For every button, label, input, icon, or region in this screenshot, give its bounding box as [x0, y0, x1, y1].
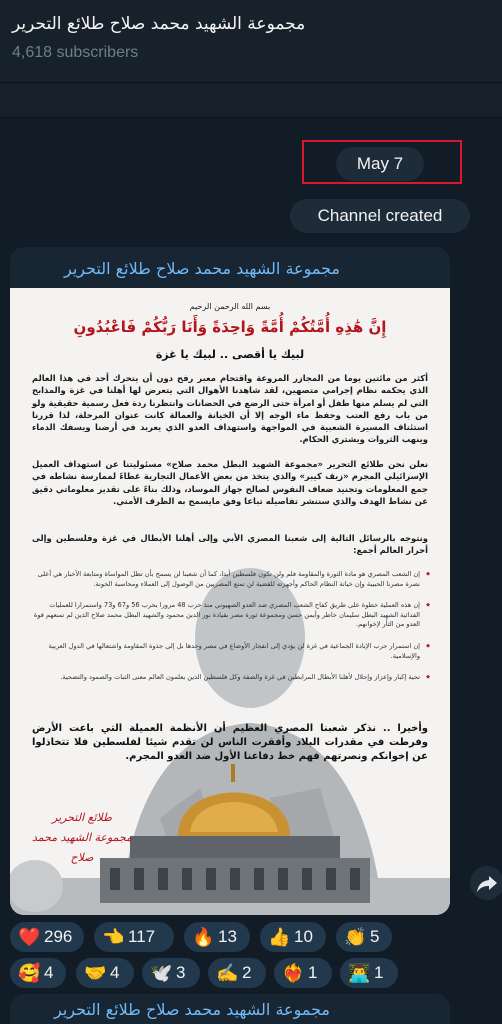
reaction-handshake[interactable]: 🤝 4 [76, 958, 134, 988]
reaction-red-heart[interactable]: ❤️ 296 [10, 922, 84, 952]
post-image[interactable] [10, 288, 450, 915]
reaction-thumbs-up[interactable]: 👍 10 [260, 922, 326, 952]
smiling-face-hearts-icon: 🥰 [18, 963, 41, 983]
channel-title[interactable]: مجموعة الشهيد محمد صلاح طلائع التحرير [12, 14, 306, 34]
reaction-dove[interactable]: 🕊️ 3 [142, 958, 200, 988]
header-strip [0, 82, 502, 118]
man-technologist-icon: 👨‍💻 [348, 963, 371, 983]
channel-header[interactable] [0, 0, 502, 82]
fire-icon: 🔥 [192, 927, 215, 947]
poster-verse: إِنَّ هَٰذِهِ أُمَّتُكُمْ أُمَّةً وَاحِدَةً وَأَنَا رَبُّكُمْ فَاعْبُدُونِ [73, 318, 387, 336]
service-message: Channel created [290, 199, 470, 233]
channel-post[interactable] [10, 247, 450, 915]
poster-basmala: بسم الله الرحمن الرحيم [189, 302, 271, 311]
poster-bullet: ◆ تحية إكبار وإعزاز وإجلال لأهلنا الأبطال المرابطين في غزة والضفة وكل فلسطين الذين يعلمون العالم معنى الثبات والصمود والتضحية. [32, 673, 428, 683]
subscriber-count: 4,618 subscribers [12, 44, 139, 61]
reaction-fire[interactable]: 🔥 13 [184, 922, 250, 952]
forward-button[interactable] [470, 866, 502, 900]
poster-closing: وأخيرا .. نذكر شعبنا المصري العظيم أن الأنظمة العميلة التي باعت الأرض وفرطت في مقدرات البلاد وأفقرت الناس لن تقدم شيئا لفلسطين فلا تتخاذلوا عن إخوانكم ونصرتهم فهم خط دفاعنا الأول ضد العدو المجرم. [32, 723, 428, 762]
heart-on-fire-icon: ❤️‍🔥 [282, 963, 305, 983]
reaction-clapping-hands[interactable]: 👏 5 [336, 922, 392, 952]
poster-bullet-list [32, 570, 428, 695]
clapping-hands-icon: 👏 [344, 927, 367, 947]
reaction-heart-on-fire[interactable]: ❤️‍🔥 1 [274, 958, 332, 988]
poster-signature [22, 808, 142, 868]
post-author[interactable]: مجموعة الشهيد محمد صلاح طلائع التحرير [53, 1000, 330, 1019]
thumbs-up-icon: 👍 [268, 927, 291, 947]
highlight-box [302, 140, 462, 184]
share-arrow-icon [470, 866, 502, 900]
poster-bullet: ◆ إن هذه العملية خطوة على طريق كفاح الشعب المصري ضد العدو الصهيوني منذ حرب 48 مرورا بحرب 56 و67 و73 واستمرارا للعمليات الفدائية الشهيد البطل سليمان خاطر وأيمن حسن ومجموعة ثورة مصر بقيادة نور الدين محمود والشهيد البطل محمد صلاح الذين لم تمنعهم قوة العدو من الثأر لإخوانهم. [32, 601, 428, 630]
signature-line: طلائع التحرير [52, 811, 112, 824]
reaction-pointing-hand[interactable]: 👈 117 [94, 922, 174, 952]
reaction-man-technologist[interactable]: 👨‍💻 1 [340, 958, 398, 988]
signature-line: مجموعة الشهيد محمد صلاح [32, 831, 132, 864]
red-heart-icon: ❤️ [18, 927, 41, 947]
post-author[interactable]: مجموعة الشهيد محمد صلاح طلائع التحرير [63, 259, 340, 278]
reaction-writing-hand[interactable]: ✍️ 2 [208, 958, 266, 988]
poster-text [10, 288, 450, 915]
reaction-smiling-face-hearts[interactable]: 🥰 4 [10, 958, 66, 988]
poster-paragraph: نعلن نحن طلائع التحرير «مجموعة الشهيد البطل محمد صلاح» مسئوليتنا عن استهداف العميل الإسرائيلي المجرم «زيف كيبر» والذي يتخذ من بعض الأعمال التجارية غطاءً لممارسة نشاطه في جمع المعلومات وتجنيد ضعاف النفوس لصالح جهاز الموساد، وذلك بناءً على تقدير معلوماتي دقيق عن نشاط الهدف والذي سننشر تفاصيله تباعا وفق مايسمح به الظرف الأمني. [32, 459, 428, 506]
poster-heading: لبيك يا أقصى .. لبيك يا غزة [155, 348, 305, 361]
date-separator[interactable]: May 7 [336, 147, 424, 181]
dove-icon: 🕊️ [150, 963, 173, 983]
handshake-icon: 🤝 [84, 963, 107, 983]
poster-bullet: ◆ إن استمرار حرب الإبادة الجماعية في غزة لن يؤدي إلى انفجار الأوضاع في مصر وحدها بل إلى جذوة المقاومة واشتعالها في الدول العربية والإسلامية. [32, 642, 428, 661]
poster-paragraph: ونتوجه بالرسائل التالية إلى شعبنا المصري الأبي وإلى أهلنا الأبطال في غزة وفلسطين وإلى أحرار العالم أجمع: [32, 533, 428, 556]
poster-bullet: ◆ إن الشعب المصري هو مادة الثورة والمقاومة فلم ولن تكون فلسطين أبدا، كما أن شعبنا لن يسمح بأن تظل المواساة ومتابعة الأخبار هي أعلى نصرة مصرنا الحبيبة وإن خيانة النظام الحاكم وأجهزته للقضية لن تمنع المصريين من الوصول إلى العملاء ومحاسبة الخونة. [32, 570, 428, 589]
poster-paragraph: أكثر من مائتين يوما من المجازر المروعة واقتحام معبر رفح دون أن يتحرك أحد في هذا العالم الذي يحكمه نظام إجرامي متصهين، لقد شاهدنا الأهوال التي يتعرض لها أهلنا في غزة والمذابح التي لم يسلم منها طفل أو امرأة حتى الرضع في الحضانات وانتظرنا ردة فعل رسمية حقيقية ولو من باب رفع العتب وحفظ ماء الوجه إلا أن الخيانة والعمالة كانت عنوان المرحلة، لذا قررنا استئناف المسيرة الشعبية في المواجهة واستهداف العدو الذي يعربد في أرضنا ويسفك الدماء وينهب الثروات ويشتري الحكام. [32, 373, 428, 445]
pointing-hand-icon: 👈 [102, 927, 125, 947]
writing-hand-icon: ✍️ [216, 963, 239, 983]
next-channel-post[interactable] [10, 994, 450, 1024]
